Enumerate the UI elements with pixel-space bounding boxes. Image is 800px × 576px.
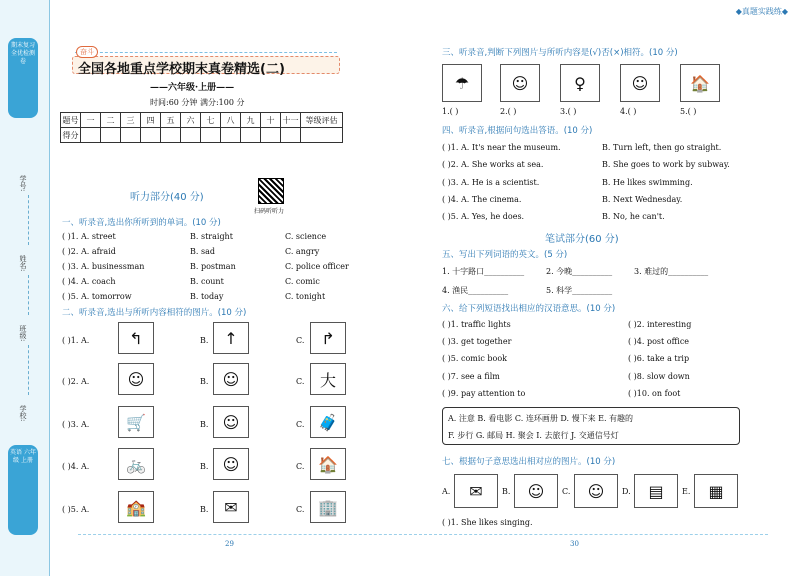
text-line: 1. 十字路口__________ — [442, 267, 525, 276]
text-line: B. postman — [190, 262, 236, 271]
text-line: B. — [502, 487, 511, 496]
sidebar-badge-bottom: 英语 六年级 上册 — [8, 445, 38, 535]
text-line: ( )9. pay attention to — [442, 389, 526, 398]
text-line: ( )5. A. — [62, 505, 90, 514]
text-line: C. angry — [285, 247, 320, 256]
text-line: B. — [200, 505, 209, 514]
big-character-icon: 大 — [310, 363, 346, 395]
options-row-1: A. 注意 B. 看电影 C. 连环画册 D. 慢下来 E. 有趣的 — [448, 414, 634, 423]
text-line: B. — [200, 336, 209, 345]
girl-icon: ☺ — [574, 474, 618, 508]
text-line: 5. 科学__________ — [546, 286, 613, 295]
text-line: E. — [682, 487, 691, 496]
text-line: 一 — [81, 113, 101, 128]
text-line: ( )1. traffic lights — [442, 320, 511, 329]
straight-icon: ↑ — [213, 322, 249, 354]
text-line: C. — [296, 420, 305, 429]
boy-icon: ☺ — [500, 64, 540, 102]
text-line: 四 — [141, 113, 161, 128]
text-line: 等级评估 — [301, 113, 343, 128]
text-line: B. sad — [190, 247, 215, 256]
score-table — [60, 112, 343, 143]
text-line: B. No, he can't. — [602, 212, 665, 221]
suitcase-icon: 🧳 — [310, 406, 346, 438]
text-line: ( )4. A. — [62, 462, 90, 471]
text-line: C. tonight — [285, 292, 326, 301]
text-line: B. — [200, 462, 209, 471]
section-7-q1: ( )1. She likes singing. — [442, 518, 533, 527]
grade-subtitle: ——六年级·上册—— — [150, 83, 235, 93]
section-1-head: 一、听录音,选出你所听到的单词。(10 分) — [62, 218, 221, 228]
walking-kid-icon: ☺ — [213, 448, 249, 480]
letter-icon: ✉ — [454, 474, 498, 508]
text-line: ( )4. A. coach — [62, 277, 116, 286]
text-line: ( )5. A. Yes, he does. — [442, 212, 525, 221]
text-line: ( )4. post office — [628, 337, 690, 346]
stairs-icon: ▤ — [634, 474, 678, 508]
text-line: B. — [200, 420, 209, 429]
text-line: B. Turn left, then go straight. — [602, 143, 722, 152]
section-7-head: 七、根据句子意思选出相对应的图片。(10 分) — [442, 457, 616, 467]
text-line: 3.( ) — [560, 107, 577, 116]
qr-label: 扫码听听力 — [254, 208, 285, 215]
text-line: ( )3. A. businessman — [62, 262, 145, 271]
turn-left-icon: ↰ — [118, 322, 154, 354]
section-3-head: 三、听录音,判断下列图片与所听内容是(√)否(×)相符。(10 分) — [442, 48, 678, 58]
class-field: 班级: — [19, 325, 27, 342]
text-line: C. comic — [285, 277, 320, 286]
text-line: C. — [296, 336, 305, 345]
school-field: 学校: — [19, 405, 27, 422]
sidebar-badge-top: 期末复习 全优检测卷 — [8, 38, 38, 118]
page-number-left: 29 — [225, 540, 234, 548]
text-line: C. science — [285, 232, 327, 241]
text-line: C. — [296, 462, 305, 471]
text-line: ( )1. A. street — [62, 232, 116, 241]
text-line: ( )3. A. — [62, 420, 90, 429]
section-2-head: 二、听录音,选出与所听内容相符的图片。(10 分) — [62, 308, 247, 318]
text-line: B. straight — [190, 232, 233, 241]
singing-girl-icon: ☺ — [514, 474, 558, 508]
text-line: 1.( ) — [442, 107, 459, 116]
text-line: ( )2. A. She works at sea. — [442, 160, 544, 169]
text-line: B. He likes swimming. — [602, 178, 693, 187]
text-line: 五 — [161, 113, 181, 128]
postman-icon: ✉ — [213, 491, 249, 523]
page-title: 全国各地重点学校期末真卷精选(二) — [78, 62, 285, 77]
page-number-right: 30 — [570, 540, 579, 548]
text-line: ( )7. see a film — [442, 372, 500, 381]
umbrella-icon: ☂ — [442, 64, 482, 102]
text-line: C. — [562, 487, 571, 496]
text-line: 4. 渔民__________ — [442, 286, 509, 295]
time-info: 时间:60 分钟 满分:100 分 — [150, 98, 245, 107]
options-row-2: F. 步行 G. 邮局 H. 聚会 I. 去旅行 J. 交通信号灯 — [448, 431, 619, 440]
building-icon: 🏢 — [310, 491, 346, 523]
text-line: D. — [622, 487, 631, 496]
section-5-head: 五、写出下列词语的英文。(5 分) — [442, 250, 568, 260]
bicycle-icon: 🚲 — [118, 448, 154, 480]
text-line: 2.( ) — [500, 107, 517, 116]
text-line: 得分 — [61, 128, 81, 143]
text-line: 题号 — [61, 113, 81, 128]
student-number-field: 学号: — [19, 175, 27, 192]
text-line: ( )1. A. — [62, 336, 90, 345]
shop-icon: 🏠 — [680, 64, 720, 102]
text-line: ( )2. A. — [62, 377, 90, 386]
text-line: 十 — [261, 113, 281, 128]
text-line: 三 — [121, 113, 141, 128]
turn-right-icon: ↱ — [310, 322, 346, 354]
child-icon: ☺ — [213, 406, 249, 438]
text-line: B. She goes to work by subway. — [602, 160, 730, 169]
text-line: B. — [200, 377, 209, 386]
house-icon: 🏠 — [310, 448, 346, 480]
tag-label: 奋斗 — [76, 46, 98, 58]
binding-sidebar — [0, 0, 50, 576]
text-line: A. — [442, 487, 451, 496]
text-line: 九 — [241, 113, 261, 128]
text-line: C. — [296, 377, 305, 386]
sad-face-icon: ☺ — [213, 363, 249, 395]
text-line: ( )6. take a trip — [628, 354, 690, 363]
text-line: ( )8. slow down — [628, 372, 690, 381]
text-line: 六 — [181, 113, 201, 128]
dancer-icon: ♀ — [560, 64, 600, 102]
text-line: 十一 — [281, 113, 301, 128]
school-building-icon: 🏫 — [118, 491, 154, 523]
name-field: 姓名: — [19, 255, 27, 272]
text-line: ( )3. A. He is a scientist. — [442, 178, 540, 187]
bookshelf-icon: ▦ — [694, 474, 738, 508]
text-line: ( )5. A. tomorrow — [62, 292, 132, 301]
text-line: B. count — [190, 277, 224, 286]
text-line: 4.( ) — [620, 107, 637, 116]
text-line: ( )3. get together — [442, 337, 512, 346]
qr-code[interactable] — [258, 178, 284, 204]
text-line: ( )5. comic book — [442, 354, 508, 363]
text-line: ( )2. A. afraid — [62, 247, 116, 256]
text-line: 5.( ) — [680, 107, 697, 116]
listening-part-title: 听力部分(40 分) — [130, 192, 204, 203]
worker-icon: ☺ — [620, 64, 660, 102]
angry-face-icon: ☺ — [118, 363, 154, 395]
text-line: 七 — [201, 113, 221, 128]
text-line: C. police officer — [285, 262, 349, 271]
section-6-head: 六、给下列短语找出相应的汉语意思。(10 分) — [442, 304, 616, 314]
text-line: B. today — [190, 292, 224, 301]
text-line: 八 — [221, 113, 241, 128]
text-line: 二 — [101, 113, 121, 128]
section-4-head: 四、听录音,根据问句选出答语。(10 分) — [442, 126, 593, 136]
text-line: B. Next Wednesday. — [602, 195, 683, 204]
text-line: ( )10. on foot — [628, 389, 681, 398]
text-line: 3. 难过的__________ — [634, 267, 709, 276]
practice-tag: ◆真题实践练◆ — [735, 7, 788, 16]
text-line: ( )2. interesting — [628, 320, 692, 329]
text-line: ( )4. A. The cinema. — [442, 195, 522, 204]
text-line: C. — [296, 505, 305, 514]
writing-part-title: 笔试部分(60 分) — [545, 234, 619, 245]
text-line: ( )1. A. It's near the museum. — [442, 143, 561, 152]
text-line: 2. 今晚__________ — [546, 267, 613, 276]
shopping-cart-icon: 🛒 — [118, 406, 154, 438]
